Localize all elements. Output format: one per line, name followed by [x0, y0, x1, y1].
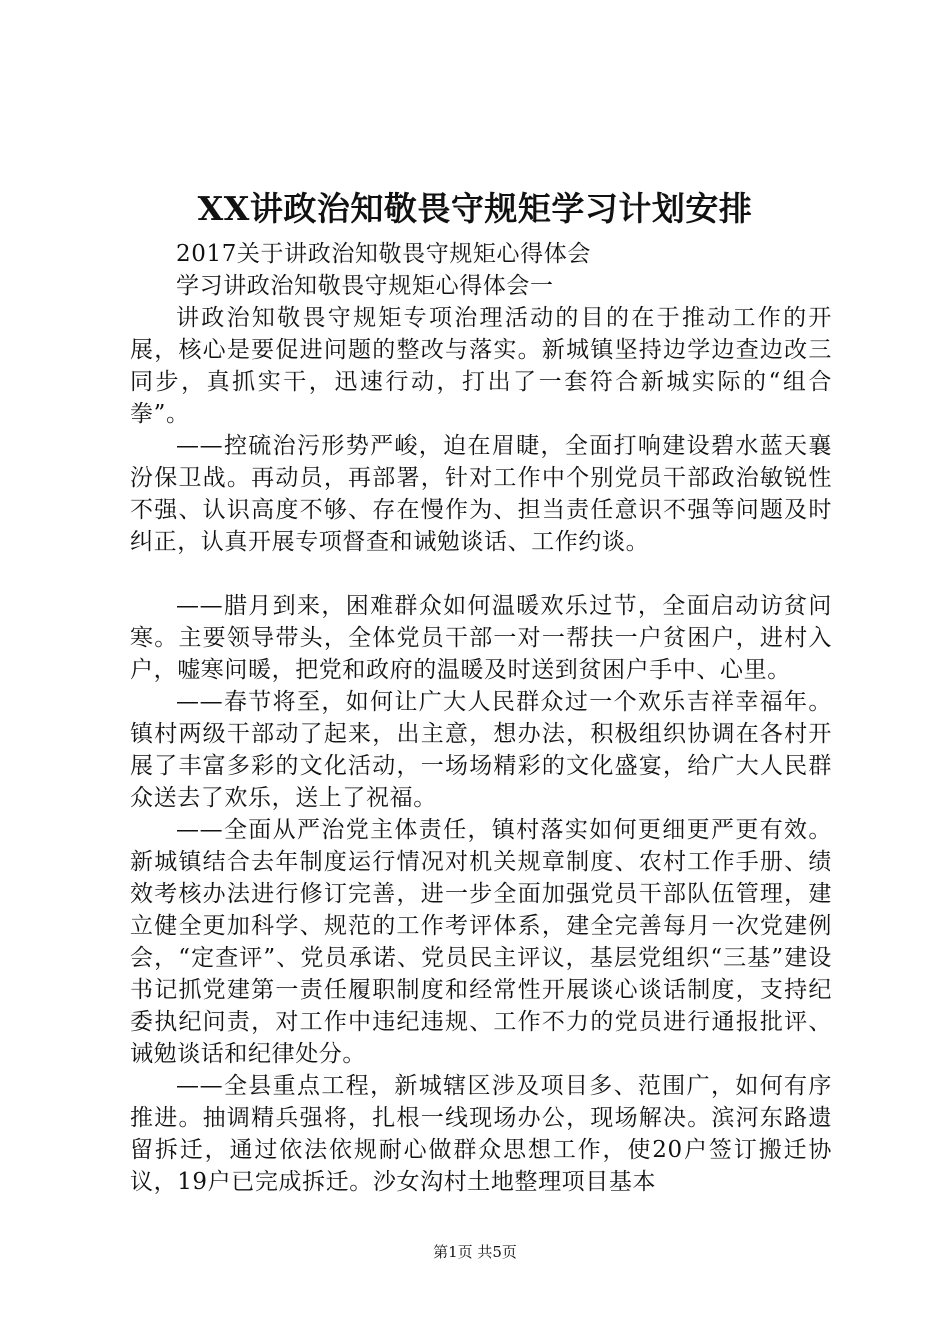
- section-heading: 学习讲政治知敬畏守规矩心得体会一: [176, 273, 554, 299]
- paragraph-spring-festival: ——春节将至，如何让广大人民群众过一个欢乐吉祥幸福年。镇村两级干部动了起来，出主意，想办法，积极组织协调在各村开展了丰富多彩的文化活动，一场场精彩的文化盛宴，给广大人民群众送去了欢乐，送上了祝福。: [130, 689, 832, 811]
- paragraph-intro: 讲政治知敬畏守规矩专项治理活动的目的在于推动工作的开展，核心是要促进问题的整改与落实。新城镇坚持边学边查边改三同步，真抓实干，迅速行动，打出了一套符合新城实际的“组合拳”。: [130, 305, 832, 427]
- subtitle-line: 2017关于讲政治知敬畏守规矩心得体会: [176, 241, 591, 267]
- paragraph-party-discipline: ——全面从严治党主体责任，镇村落实如何更细更严更有效。新城镇结合去年制度运行情况对机关规章制度、农村工作手册、绩效考核办法进行修订完善，进一步全面加强党员干部队伍管理，建立健全更加科学、规范的工作考评体系，建全完善每月一次党建例会，“定查评”、党员承诺、党员民主评议，基层党组织“三基”建设书记抓党建第一责任履职制度和经常性开展谈心谈话制度，支持纪委执纪问责，对工作中违纪违规、工作不力的党员进行通报批评、诫勉谈话和纪律处分。: [130, 817, 832, 1067]
- document-title: XX讲政治知敬畏守规矩学习计划安排: [197, 189, 753, 228]
- paragraph-pollution: ——控硫治污形势严峻，迫在眉睫，全面打响建设碧水蓝天襄汾保卫战。再动员，再部署，针对工作中个别党员干部政治敏锐性不强、认识高度不够、存在慢作为、担当责任意识不强等问题及时纠正，认真开展专项督查和诫勉谈话、工作约谈。: [130, 433, 832, 555]
- paragraph-poverty: ——腊月到来，困难群众如何温暖欢乐过节，全面启动访贫问寒。主要领导带头，全体党员干部一对一帮扶一户贫困户，进村入户，嘘寒问暖，把党和政府的温暖及时送到贫困户手中、心里。: [130, 593, 832, 683]
- paragraph-key-projects: ——全县重点工程，新城辖区涉及项目多、范围广，如何有序推进。抽调精兵强将，扎根一线现场办公，现场解决。滨河东路遗留拆迁，通过依法依规耐心做群众思想工作，使20户签订搬迁协议，19户已完成拆迁。沙女沟村土地整理项目基本: [130, 1073, 832, 1195]
- paragraph-spacer: [130, 558, 832, 590]
- document-body: [130, 238, 832, 1198]
- page-footer: 第1页 共5页: [433, 1243, 517, 1261]
